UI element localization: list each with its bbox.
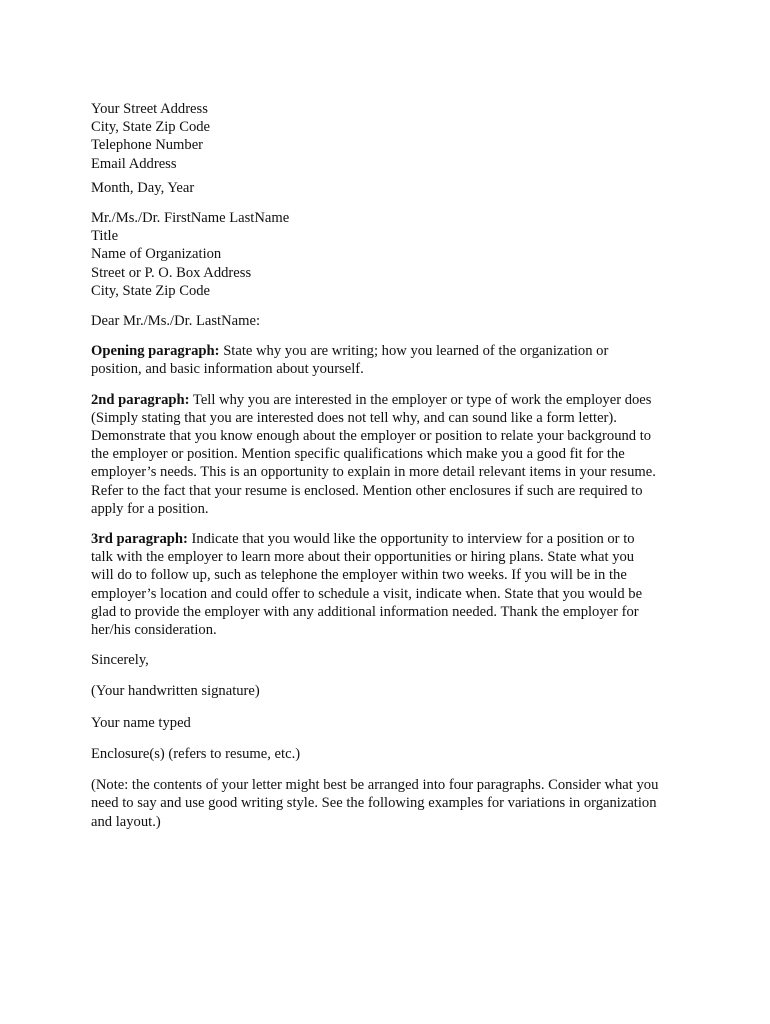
paragraph-line: Tell why you are interested in the employer or type of work the employer does — [192, 391, 652, 408]
recipient-organization: Name of Organization — [91, 246, 222, 263]
second-paragraph-label: 2nd paragraph: — [91, 391, 190, 408]
third-paragraph — [91, 530, 681, 639]
closing: Sincerely, — [91, 652, 149, 669]
paragraph-line: (Simply stating that you are interested does not tell why, and can sound like a form letter). — [91, 409, 617, 426]
recipient-title: Title — [91, 228, 119, 245]
paragraph-line: will do to follow up, such as telephone the employer within two weeks. If you will be in the — [91, 567, 627, 584]
second-paragraph — [91, 391, 681, 518]
sender-address — [91, 100, 691, 173]
paragraph-line: Demonstrate that you know enough about the employer or position to relate your background to — [91, 428, 652, 445]
sender-phone: Telephone Number — [91, 137, 204, 154]
salutation: Dear Mr./Ms./Dr. LastName: — [91, 313, 261, 330]
paragraph-line: glad to provide the employer with any additional information needed. Thank the employer for — [91, 603, 639, 620]
opening-paragraph — [91, 342, 681, 378]
sender-city-state-zip: City, State Zip Code — [91, 119, 211, 136]
enclosures: Enclosure(s) (refers to resume, etc.) — [91, 745, 301, 762]
paragraph-line: her/his consideration. — [91, 622, 217, 639]
paragraph-line: apply for a position. — [91, 500, 209, 517]
third-paragraph-label: 3rd paragraph: — [91, 531, 188, 548]
paragraph-line: employer’s location and could offer to schedule a visit, indicate when. State that you would be — [91, 585, 643, 602]
opening-paragraph-label: Opening paragraph: — [91, 343, 220, 360]
letter-date: Month, Day, Year — [91, 179, 195, 196]
paragraph-line: State why you are writing; how you learned of the organization or — [223, 343, 609, 360]
note-line: need to say and use good writing style. See the following examples for variations in organization — [91, 795, 657, 812]
note-paragraph — [91, 776, 681, 831]
paragraph-line: Refer to the fact that your resume is enclosed. Mention other enclosures if such are required to — [91, 482, 643, 499]
typed-name: Your name typed — [91, 714, 191, 731]
recipient-name: Mr./Ms./Dr. FirstName LastName — [91, 210, 290, 227]
sender-email: Email Address — [91, 155, 177, 172]
letter-page — [91, 100, 691, 831]
recipient-street: Street or P. O. Box Address — [91, 264, 252, 281]
note-line: (Note: the contents of your letter might best be arranged into four paragraphs. Consider what you — [91, 777, 659, 794]
note-line: and layout.) — [91, 813, 161, 830]
paragraph-line: position, and basic information about yourself. — [91, 361, 364, 378]
signature-placeholder: (Your handwritten signature) — [91, 683, 260, 700]
paragraph-line: the employer or position. Mention specific qualifications which make you a good fit for the — [91, 446, 625, 463]
paragraph-line: employer’s needs. This is an opportunity to explain in more detail relevant items in your resume. — [91, 464, 656, 481]
paragraph-line: Indicate that you would like the opportunity to interview for a position or to — [191, 531, 635, 548]
sender-street: Your Street Address — [91, 101, 208, 117]
paragraph-line: talk with the employer to learn more about their opportunities or hiring plans. State what you — [91, 549, 635, 566]
recipient-city-state-zip: City, State Zip Code — [91, 282, 211, 299]
recipient-address — [91, 209, 691, 300]
